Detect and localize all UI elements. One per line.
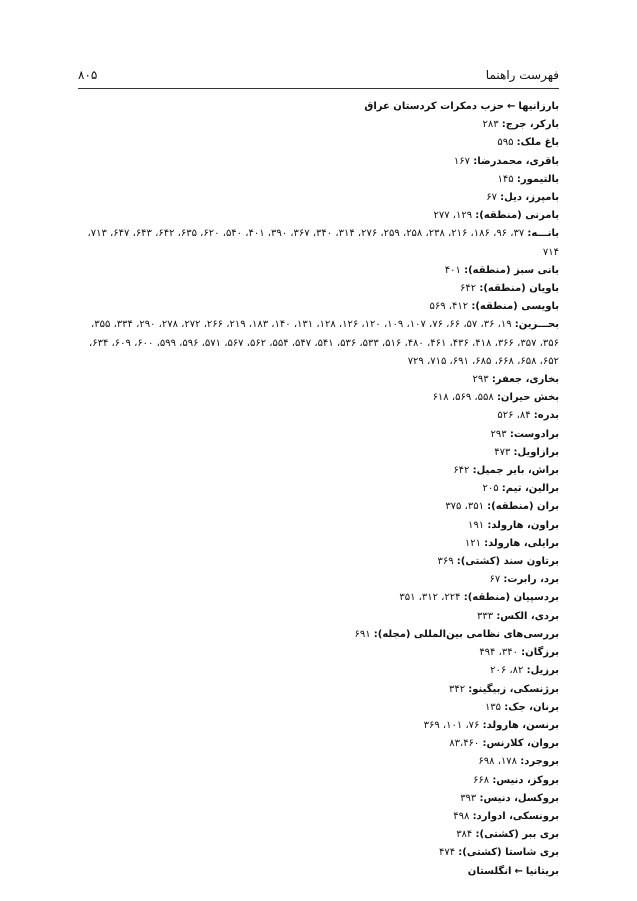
entry-term: باقری، محمدرضا: [473, 155, 559, 167]
entry-page-refs: ۳۷، ۹۶، ۱۸۶، ۲۱۶، ۲۳۸، ۲۵۸، ۲۵۹، ۲۷۶، ۳۱۴، ۳۴۰، ۳۶۷، ۳۹۰، ۴۰۱، ۵۴۰، ۶۲۰، ۶۳۵، ۶۴۲، ۶۴۳، ۶۴۷، ۷۱۳، ۷۱۴ [87, 228, 559, 258]
entry-term: بری شاستا (کشتی): [458, 847, 559, 859]
entry-page-refs: ۳۳۳ [477, 610, 494, 622]
entry-page-refs: ۳۴۲ [448, 683, 466, 695]
index-entry [78, 389, 559, 407]
index-entry [78, 753, 559, 771]
index-entry [78, 699, 559, 717]
entry-page-refs: ۲۲۴، ۳۱۲، ۳۵۱ [399, 592, 461, 604]
index-entry [78, 298, 559, 316]
entry-page-refs: ۲۹۳ [490, 428, 507, 440]
entry-term: بخش حیران: [496, 392, 559, 404]
index-entry [78, 517, 559, 535]
entry-page-refs: ۱۶۷ [453, 155, 471, 167]
index-entry [78, 407, 559, 425]
see-arrow-icon: ← [506, 101, 516, 112]
index-entry [78, 262, 559, 280]
entry-term: برژنسکی، زبیگینو: [468, 683, 559, 695]
entry-page-refs: ۸۲، ۲۰۶ [490, 665, 524, 677]
entry-colon: : [373, 628, 378, 640]
index-entry [78, 480, 559, 498]
entry-page-refs: ۶۴۲ [460, 283, 477, 295]
index-entry [78, 662, 559, 680]
entry-page-refs: ۱۹۱ [468, 519, 485, 531]
page-header [78, 66, 559, 89]
index-entry [78, 571, 559, 589]
index-entry [78, 426, 559, 444]
index-entry [78, 735, 559, 753]
entry-page-refs: ۴۰۱ [444, 264, 461, 276]
entry-page-refs: ۱۲۹، ۲۷۷ [433, 210, 473, 222]
index-entry [72, 316, 559, 371]
entry-term: بردسپیان (منطقه): [463, 592, 559, 604]
index-entry [78, 98, 559, 116]
entry-term: بخاری، جعفر: [491, 374, 559, 386]
entry-page-refs: ۴۱۲، ۵۶۹ [429, 301, 469, 313]
index-entry [78, 844, 559, 862]
index-entry [78, 790, 559, 808]
index-entry [78, 153, 559, 171]
entry-term: برتاون سند (کشتی): [456, 556, 559, 568]
index-entry [78, 444, 559, 462]
entry-term: بررسی‌های نظامی بین‌المللی (مجله) [377, 628, 559, 640]
entry-page-refs: ۵۵۸، ۵۶۹، ۶۱۸ [432, 392, 494, 404]
entry-page-refs: ۳۸۴ [456, 829, 473, 841]
entry-page-refs: ۷۶، ۱۰۱، ۳۶۹ [423, 719, 480, 731]
index-entry [78, 535, 559, 553]
running-title: فهرست راهنما [485, 68, 559, 82]
entry-term: بارکر، جرج: [501, 119, 559, 131]
entry-term: بامپرز، دیل: [500, 192, 559, 204]
entry-page-refs: ۳۹۳ [460, 792, 477, 804]
entry-page-refs: ۵۹۵ [497, 137, 514, 149]
entry-term: بروان، کلارنس: [482, 738, 559, 750]
entry-term: برد، رابرت: [503, 574, 559, 586]
entry-term: برادوست: [509, 428, 559, 440]
entry-term: باغ ملک: [516, 137, 559, 149]
entry-page-refs: ۲۰۵ [482, 483, 499, 495]
entry-page-refs: ۶۴۲ [453, 465, 470, 477]
index-entry [78, 863, 559, 881]
index-entries [78, 98, 559, 881]
index-entry [78, 826, 559, 844]
index-entry [78, 772, 559, 790]
entry-page-refs: ۱۳۵ [484, 701, 502, 713]
entry-term: باویسی (منطقه): [471, 301, 559, 313]
entry-page-refs: ۱۹، ۳۶، ۵۷، ۶۶، ۷۶، ۱۰۷، ۱۰۹، ۱۲۰، ۱۲۶، ۱۲۸، ۱۳۱، ۱۴۰، ۱۸۳، ۲۱۹، ۲۶۶، ۲۷۲، ۲۷۸، ۲۹۰، ۳۳۴، ۳۵۵، ۳۵۶، ۳۵۷، ۳۶۶، ۴۱۸، ۴۳۶، ۴۶۱، ۴۸۰، ۵۱۶، ۵۳۳، ۵۳۶، ۵۴۱، ۵۴۷، ۵۵۴، ۵۶۲، ۵۶۷، ۵۷۱، ۵۹۶، ۵۹۹، ۶۰۰، ۶۰۹، ۶۳۴، ۶۵۲، ۶۵۸، ۶۶۸، ۶۸۵، ۶۹۱، ۷۱۵، ۷۲۹ [89, 319, 559, 367]
entry-page-refs: ۳۶۹ [437, 556, 454, 568]
entry-term: بریتانیا [525, 865, 559, 877]
entry-term: بروجرد: [520, 756, 559, 768]
entry-term: بری ببر (کشتی): [475, 829, 559, 841]
entry-page-refs: ۴۷۴ [438, 847, 456, 859]
entry-term: بروکز، دنیس: [492, 774, 559, 786]
entry-page-refs: ۱۷۸، ۶۹۸ [478, 756, 518, 768]
entry-page-refs: ۲۹۳ [472, 374, 489, 386]
entry-term: برالین، تیم: [501, 483, 559, 495]
index-entry [78, 608, 559, 626]
entry-page-refs: ۶۶۸ [473, 774, 490, 786]
entry-page-refs: ۴۷۳ [494, 446, 511, 458]
index-entry [78, 498, 559, 516]
entry-page-refs: ۶۷ [489, 574, 501, 586]
entry-term: بروکسل، دنیس: [479, 792, 559, 804]
entry-term: بردی، الکس: [496, 610, 559, 622]
entry-term: بارزانیها [518, 101, 559, 112]
index-entry [78, 717, 559, 735]
entry-page-refs: ۱۴۵ [497, 173, 514, 185]
see-arrow-icon: ← [514, 865, 523, 877]
index-entry [78, 189, 559, 207]
index-entry [78, 371, 559, 389]
entry-term: باویان (منطقه): [479, 283, 559, 295]
index-entry [78, 207, 559, 225]
entry-page-refs: ۲۸۳ [482, 119, 499, 131]
entry-term: برنسن، هارولد: [482, 719, 559, 731]
entry-page-refs: ۴۹۸ [453, 810, 470, 822]
index-entry [78, 280, 559, 298]
entry-page-refs: ۸۴، ۵۲۶ [497, 410, 531, 422]
index-entry [78, 681, 559, 699]
index-entry [78, 116, 559, 134]
index-entry [78, 589, 559, 607]
entry-term: براش، بایر جمیل: [472, 465, 559, 477]
entry-term: برایلی، هارولد: [484, 537, 559, 549]
entry-page-refs: ۱۲۱ [464, 537, 481, 549]
entry-page-refs: ۳۴۰، ۴۹۴ [479, 647, 518, 659]
entry-term: بحـــرین: [514, 319, 559, 331]
entry-term: برونسکی، ادوارد: [472, 810, 559, 822]
entry-term: بامرنی (منطقه): [475, 210, 559, 222]
index-entry [78, 808, 559, 826]
index-entry [78, 553, 559, 571]
entry-page-refs: ۶۷ [486, 192, 497, 204]
index-entry [78, 644, 559, 662]
entry-page-refs: ۶۹۱ [354, 628, 371, 640]
entry-term: بالتیمور: [516, 173, 559, 185]
entry-term: برنان، جک: [504, 701, 559, 713]
page-number: ۸۰۵ [78, 68, 98, 82]
entry-term: بانی سبز (منطقه): [464, 264, 559, 276]
entry-term: بران (منطقه): [487, 501, 559, 513]
entry-term: برزگان: [521, 647, 559, 659]
entry-term: بانـــه: [527, 228, 559, 240]
entry-page-refs: ۳۵۱، ۳۷۵ [445, 501, 484, 513]
entry-term: بدره: [533, 410, 559, 422]
see-reference: حزب دمکرات کردستان عراق [364, 101, 504, 112]
entry-term: برازاویل: [513, 446, 559, 458]
index-entry [78, 462, 559, 480]
index-entry [78, 171, 559, 189]
index-entry [78, 626, 559, 644]
index-entry [72, 225, 559, 261]
index-entry [78, 134, 559, 152]
entry-term: براون، هارولد: [487, 519, 559, 531]
entry-page-refs: ۸۳،۴۶۰ [449, 738, 480, 750]
entry-term: برزیل: [526, 665, 559, 677]
see-reference: انگلستان [467, 865, 512, 877]
